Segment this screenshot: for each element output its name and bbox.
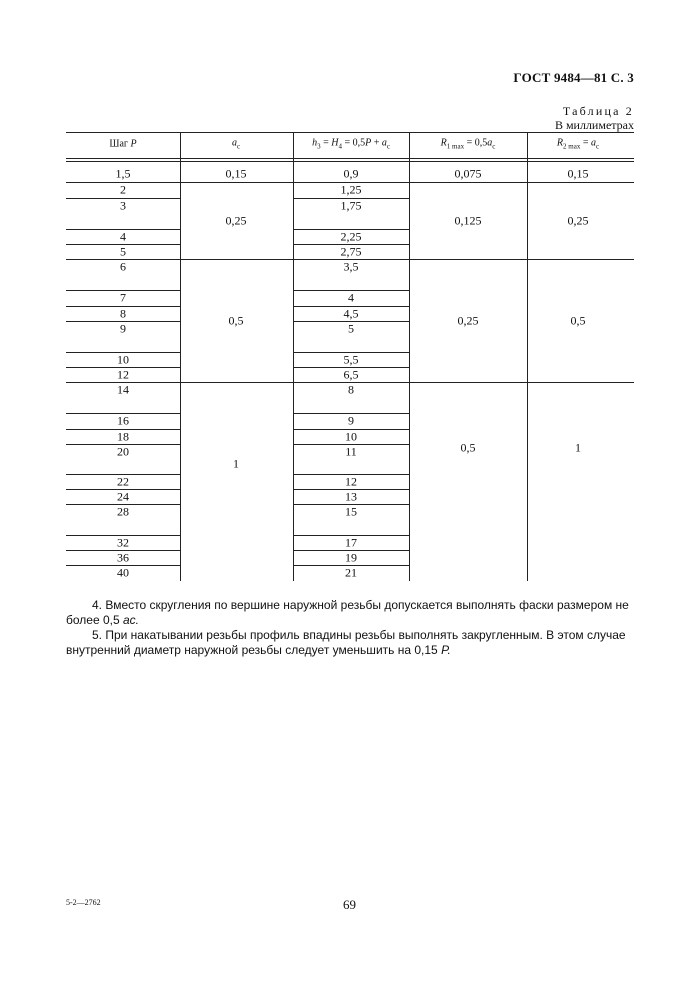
pitch-cell: 5 xyxy=(120,244,126,258)
pitch-cell: 20 xyxy=(117,444,129,459)
header-rule-2 xyxy=(66,161,634,162)
column-rule xyxy=(527,132,528,581)
group-rule-r xyxy=(409,182,634,183)
r1max-cell: 0,25 xyxy=(457,313,479,327)
h3-cell: 1,75 xyxy=(340,198,362,213)
h3-cell: 5,5 xyxy=(343,352,359,366)
ac-cell: 0,15 xyxy=(225,166,247,180)
table-title: Таблица 2 xyxy=(562,104,634,118)
column-rule xyxy=(293,132,294,581)
h3-cell: 5 xyxy=(348,321,354,336)
page-number: 69 xyxy=(343,897,356,912)
group-rule-r xyxy=(409,259,634,260)
ac-cell: 0,25 xyxy=(225,213,247,227)
pitch-cell: 40 xyxy=(117,565,129,580)
h3-cell: 10 xyxy=(345,429,357,443)
r2max-cell: 0,15 xyxy=(567,166,589,180)
pitch-cell: 24 xyxy=(117,489,129,503)
note-5-tail: P. xyxy=(441,643,451,657)
pitch-cell: 2 xyxy=(120,182,126,197)
table-caption xyxy=(555,104,634,132)
r2max-cell: 0,25 xyxy=(567,213,589,227)
r1max-cell: 0,075 xyxy=(454,166,482,180)
pitch-cell: 22 xyxy=(117,474,129,488)
r1max-cell: 0,5 xyxy=(460,440,476,455)
thread-table xyxy=(66,132,634,581)
pitch-cell: 14 xyxy=(117,382,129,397)
ac-cell: 0,5 xyxy=(228,313,244,327)
h3-cell: 2,25 xyxy=(340,229,362,243)
h3-cell: 3,5 xyxy=(343,259,359,274)
group-rule-ac xyxy=(180,382,293,383)
pitch-cell: 3 xyxy=(120,198,126,213)
group-rule-ac xyxy=(180,182,293,183)
header-r1max: $R_{1 max} = 0,5a_с$ xyxy=(440,137,496,151)
pitch-cell: 7 xyxy=(120,290,126,305)
note-4 xyxy=(66,598,634,628)
note-5 xyxy=(66,628,634,658)
h3-cell: 8 xyxy=(348,382,354,397)
pitch-cell: 28 xyxy=(117,504,129,519)
note-4-text: 4. Вместо скругления по вершине наружной резьбы допускается выполнять фаски размером не более 0,5 xyxy=(66,598,629,627)
h3-cell: 1,25 xyxy=(340,182,362,197)
table-units: В миллиметрах xyxy=(554,118,634,132)
r1max-cell: 0,125 xyxy=(454,213,482,227)
pitch-cell: 6 xyxy=(120,259,126,274)
header-pitch: Шаг P xyxy=(109,138,137,150)
footer-code: 5-2—2762 xyxy=(66,898,101,907)
table-top-rule xyxy=(66,132,634,133)
h3-cell: 4 xyxy=(348,290,354,305)
h3-cell: 21 xyxy=(345,565,357,580)
pitch-cell: 10 xyxy=(117,352,129,366)
column-rule xyxy=(180,132,181,581)
h3-cell: 12 xyxy=(345,474,357,488)
group-rule-r xyxy=(409,382,634,383)
h3-cell: 4,5 xyxy=(343,306,359,320)
r2max-cell: 0,5 xyxy=(570,313,586,327)
pitch-cell: 4 xyxy=(120,229,126,243)
document-header: ГОСТ 9484—81 С. 3 xyxy=(513,70,634,85)
h3-cell: 15 xyxy=(345,504,357,519)
note-5-text: 5. При накатывании резьбы профиль впадины резьбы выполнять закругленным. В этом случае внутренний диаметр наружной резьбы следует уменьшить на 0,15 xyxy=(66,628,626,657)
pitch-cell: 18 xyxy=(117,429,129,443)
h3-cell: 13 xyxy=(345,489,357,503)
ac-cell: 1 xyxy=(233,456,239,471)
pitch-cell: 32 xyxy=(117,535,129,549)
pitch-cell: 12 xyxy=(117,367,129,381)
header-rule-1 xyxy=(66,158,634,159)
h3-cell: 19 xyxy=(345,550,357,564)
header-h3: $h_3 = H_4 = 0,5P + a_с$ xyxy=(312,137,390,151)
r2max-cell: 1 xyxy=(575,440,581,455)
pitch-cell: 1,5 xyxy=(115,166,131,180)
h3-cell: 0,9 xyxy=(343,166,359,180)
pitch-cell: 8 xyxy=(120,306,126,320)
header-ac: $a_с$ xyxy=(231,137,241,151)
pitch-cell: 16 xyxy=(117,413,129,428)
group-rule-ac xyxy=(180,259,293,260)
h3-cell: 2,75 xyxy=(340,244,362,258)
note-4-tail: aс. xyxy=(123,613,140,627)
h3-cell: 11 xyxy=(345,444,357,459)
header-r2max: $R_{2 max} = a_с$ xyxy=(556,137,600,151)
pitch-cell: 36 xyxy=(117,550,129,564)
h3-cell: 6,5 xyxy=(343,367,359,381)
column-rule xyxy=(409,132,410,581)
pitch-cell: 9 xyxy=(120,321,126,336)
h3-cell: 9 xyxy=(348,413,354,428)
h3-cell: 17 xyxy=(345,535,357,549)
